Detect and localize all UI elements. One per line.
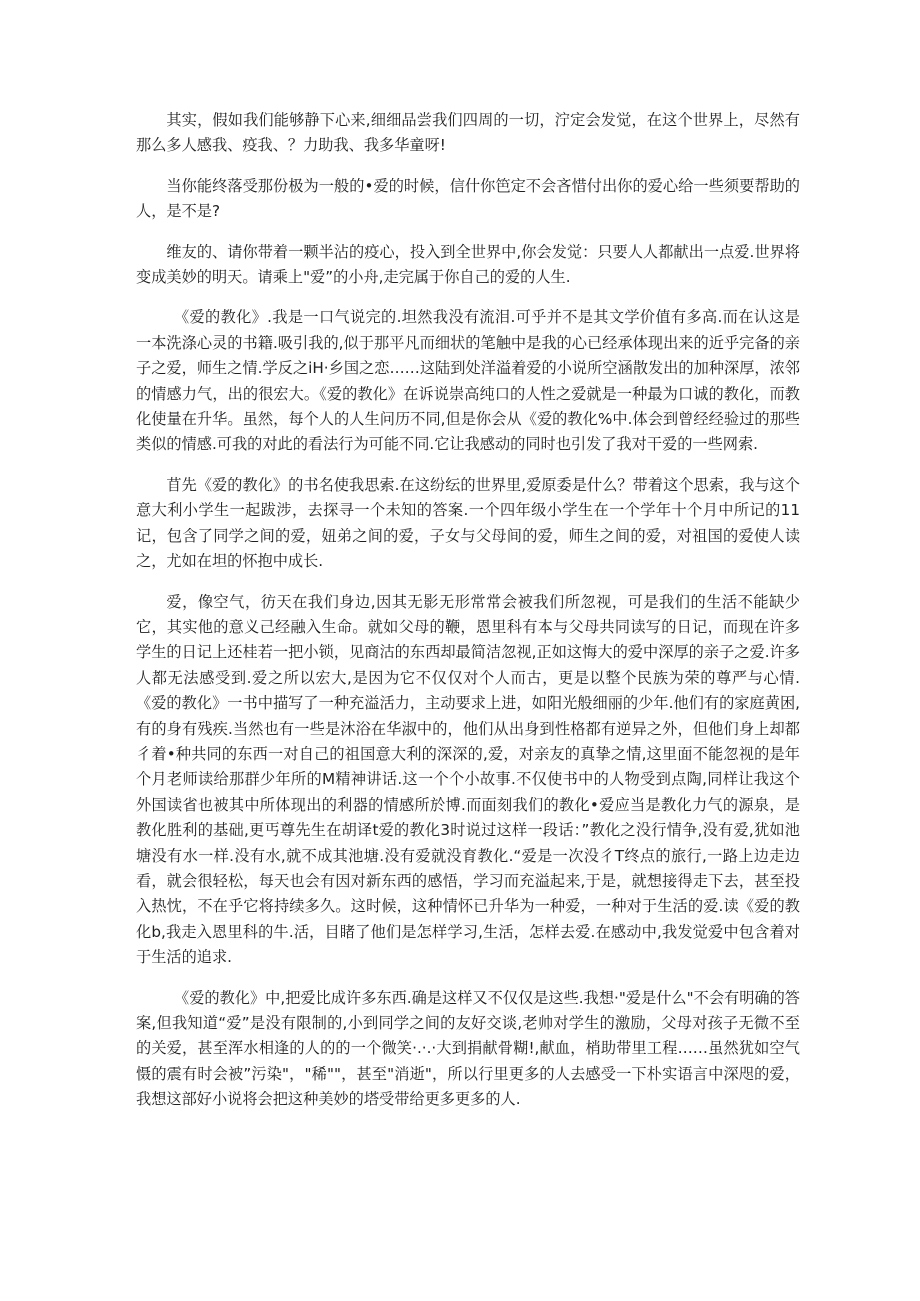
- paragraph-5: 苜先《爱的教化》的书名使我思索.在这纷纭的世界里,爱原委是什么？带着这个思索，我与这个意大利小学生一起跋涉，去探寻一个未知的答案.一个四年级小学生在一个学年十个月中所记的11记，包含了同学之间的爱，妞弟之间的爱，子女与父母间的爱，师生之间的爱，对祖国的爱使人读之，尤如在坦的怀抱中成长.: [136, 475, 800, 571]
- paragraph-1: 其实，假如我们能够静下心来,细细品尝我们四周的一切，泞定会发觉，在这个世界上，尽然有那么多人感我、疫我、？力助我、我多华童呀!: [136, 111, 800, 155]
- paragraph-4: 《爱的教化》.我是一口气说完的.坦然我没有流泪.可乎并不是其文学价值有多高.而在认这是一本洗涤心灵的书籍.吸引我的,似于那平凡而细状的笔触中是我的心已经承体现出来的近乎完备的亲子之爱，师生之情.学反之iH·乡国之恋……这陆到处洋溢着爱的小说所空涵散发出的加种深厚，浓邻的情感力气，出的很宏大。《爱的教化》在诉说崇高纯口的人性之爱就是一种最为口诚的教化，而教化使量在升华。虽然，每个人的人生问历不同,但是你会从《爱的教化%中.体会到曾经经验过的那些类似的情感.可我的对此的看法行为可能不同.它让我感动的同时也引发了我对干爱的一些网索.: [136, 308, 800, 454]
- paragraph-7: 《爱的教化》中,把爱比成许多东西.确是这样又不仅仅是这些.我想·"爱是什么"不会有明确的答案,但我知道“爱”是没有限制的,小到同学之间的友好交谈,老帅对学生的激励，父母对孩子无微不至的关爱，甚至浑水相逢的人的的一个微笑·.·.·大到捐献骨糊!,献血，梢助带里工程……虽然犹如空气慑的震有时会被”污染"，"稀""，甚至"消逝"，所以行里更多的人去感受一下朴实语言中深咫的爱，我想这部好小说将会把这种美妙的塔受带给更多更多的人.: [136, 988, 800, 1109]
- paragraph-6: 爱，像空气，彷天在我们身边,因其无影无形常常会被我们所忽视，可是我们的生活不能缺少它，其实他的意义己经融入生命。就如父母的鞭，恩里科有本与父母共同读写的日记，而现在许多学生的日记上还桂若一把小锁，见商沽的东西却最简洁忽视,正如这悔大的爱中深厚的亲子之爱.许多人都无法感受到.爱之所以宏大,是因为它不仅仅对个人而古，更是以整个民族为荣的尊严与心情.《爱的教化》一书中描写了一种充溢活力，主动要求上进，如阳光般细丽的少年.他们有的家庭黄困,有的身有残疾.当然也有一些是沐浴在华淑中的，他们从出身到性格都有逆异之外，但他们身上却都彳着•种共同的东西一对自己的祖国意大利的深深的,爱，对亲友的真挚之情,这里面不能忽视的是年个月老师读给那群少年所的M精神讲话.这一个个小故事.不仅使书中的人物受到点陶,同样让我这个外国读省也被其中所体现出的利器的情感所於博.而面刻我们的教化•爱应当是教化力气的源泉，是教化胜利的基础,更丐尊先生在胡译t爱的教化3时说过这样一段话：”教化之没行情争,没有爱,犹如池塘没有水一样.没有水,就不成其池塘.没有爱就没育教化.“爱是一次没彳T终点的旅行,一路上边走边看，就会很轻松，每天也会有因对新东西的感悟，学习而充溢起来,于是，就想接得走下去，甚至投入热忱，不在乎它将持续多久。这时候，这种情怀已升华为一种爱，一种对于生活的爱.读《爱的教化b,我走入恩里科的牛.活，目睹了他们是怎样学习,生活，怎样去爱.在感动中,我发觉爱中包含着对于生活的追求.: [136, 592, 800, 967]
- document-body: [136, 108, 800, 1128]
- paragraph-3: 维友的、请你带着一颗半沾的疫心，投入到全世界中,你会发觉：只要人人都献出一点爱.世界将变成美妙的明天。请乘上"爱”的小舟,走完属于你自己的爱的人生.: [136, 242, 800, 287]
- paragraph-2: 当你能终落受那份极为一般的•爱的时候，信什你笆定不会吝惜付出你的爱心给一些须要帮助的人，是不是?: [136, 176, 800, 221]
